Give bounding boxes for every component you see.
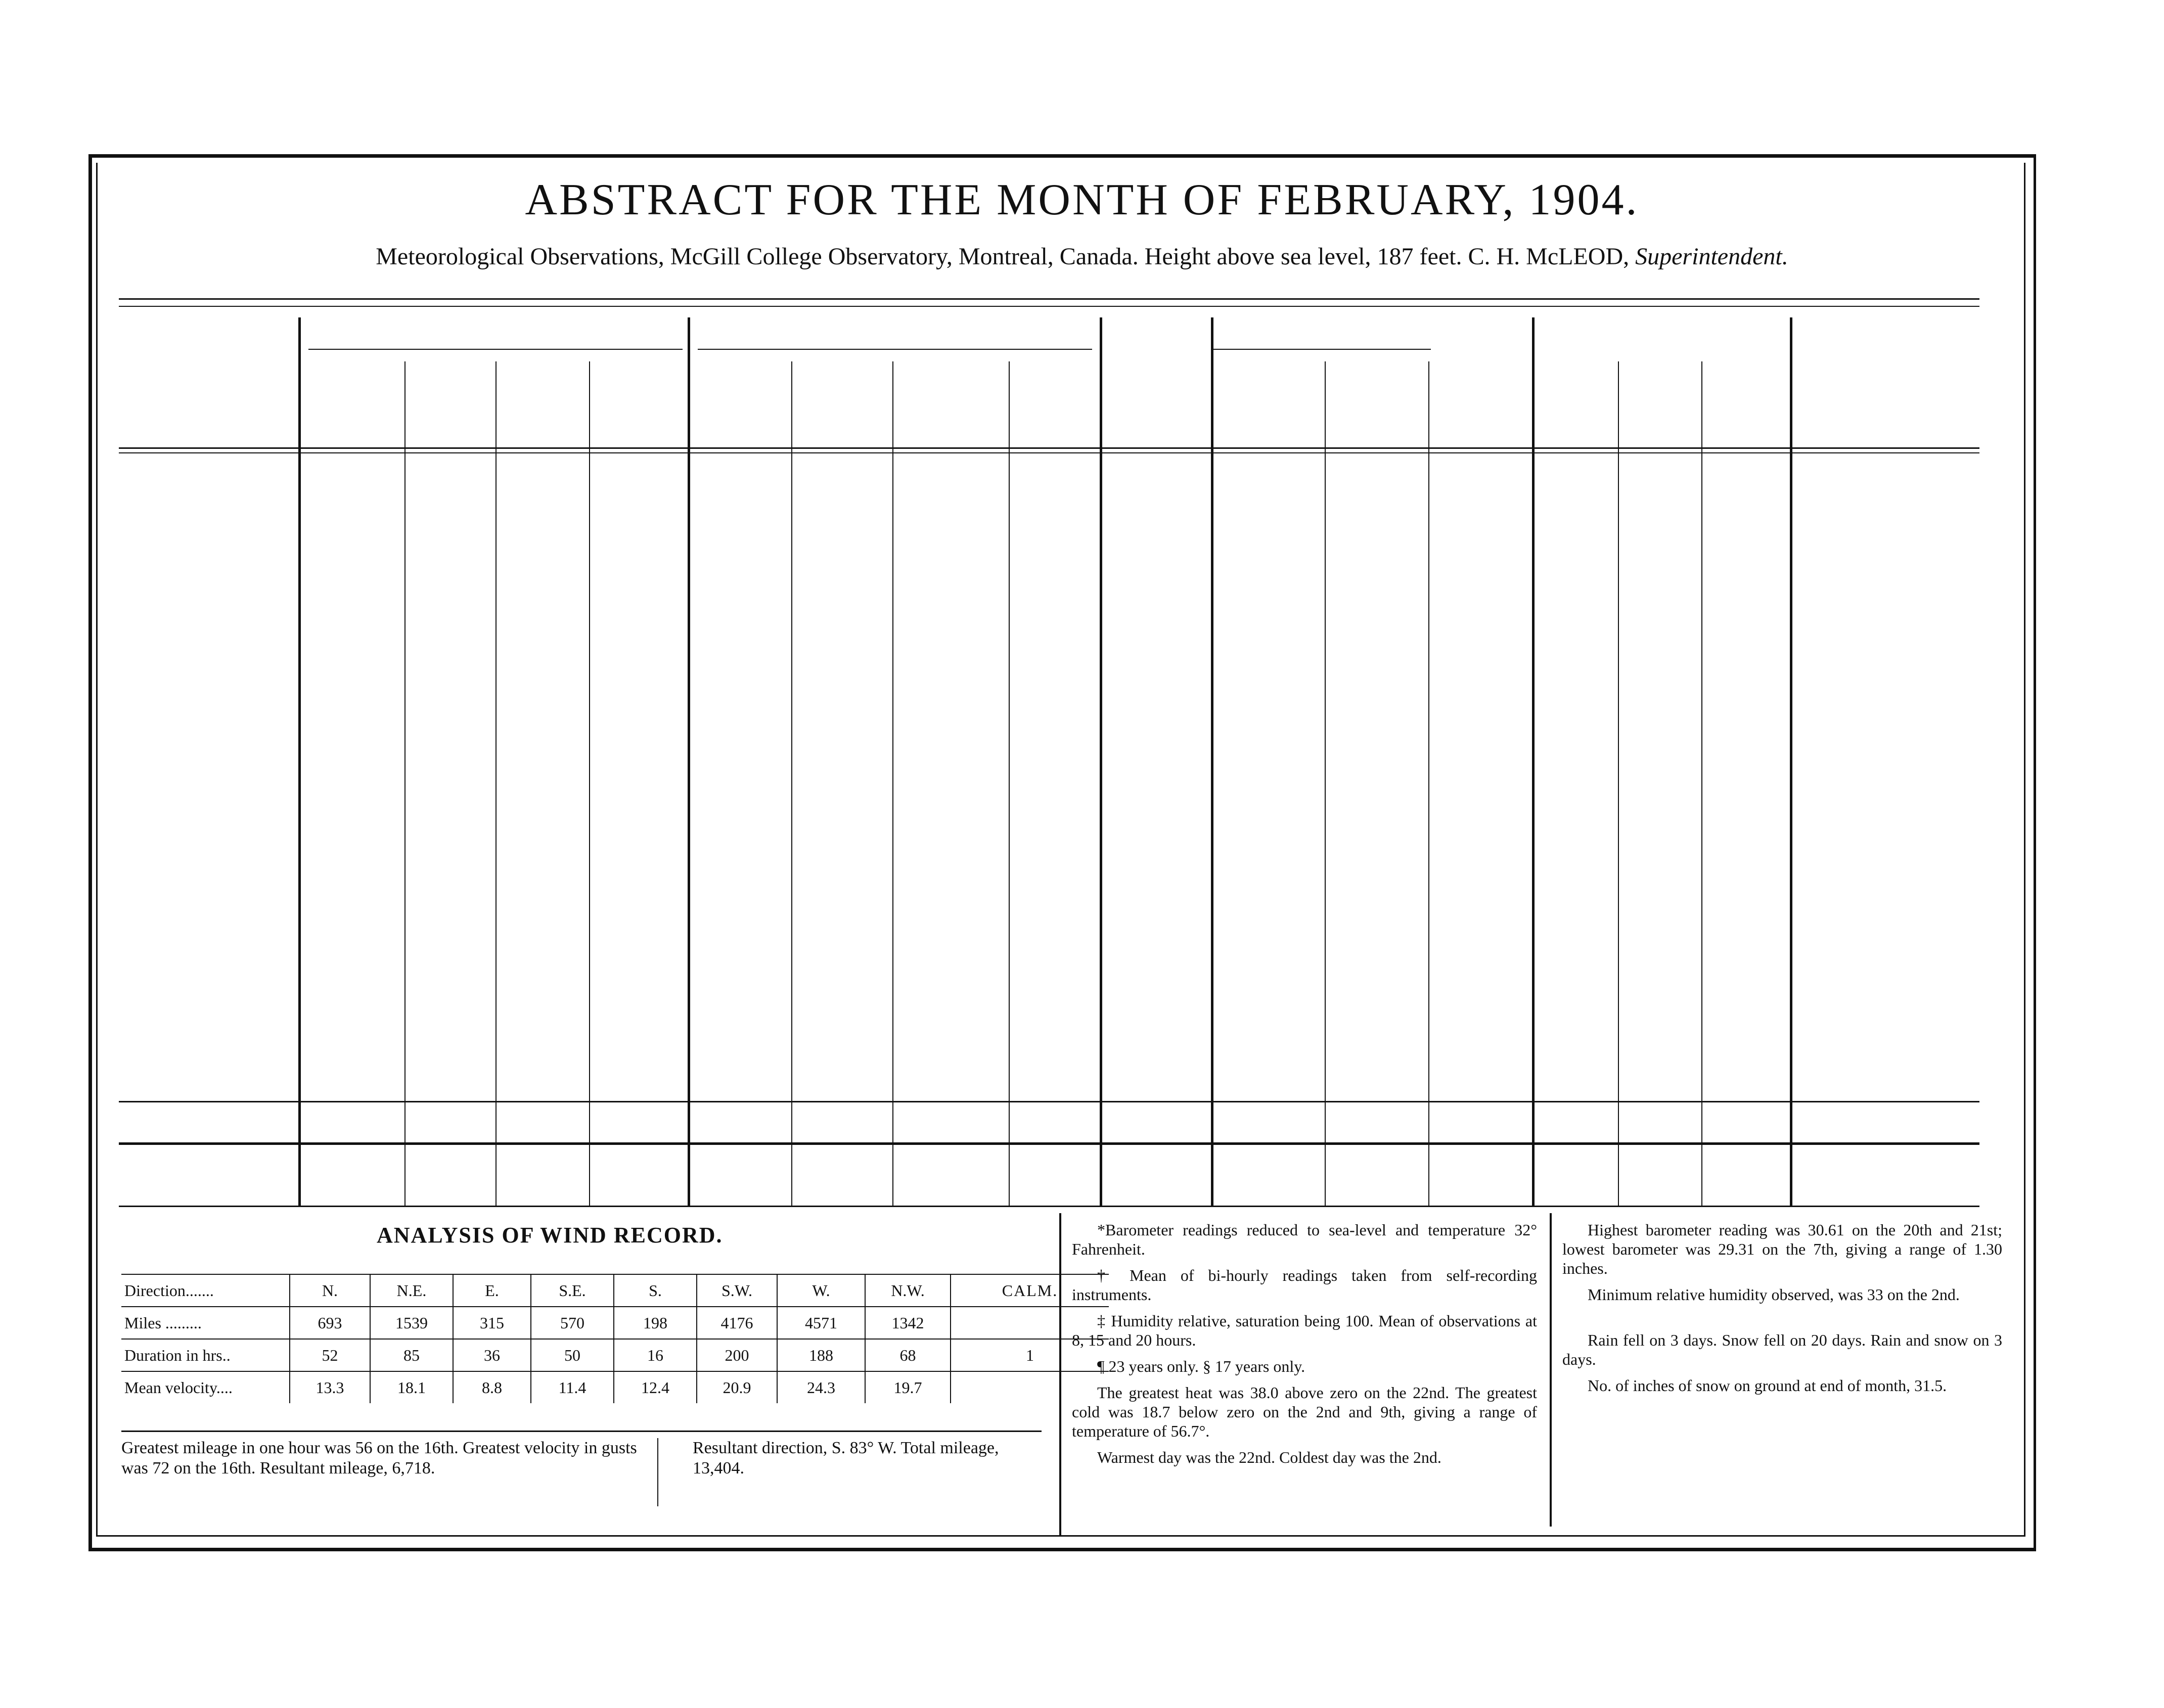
wind-cell: S. [614, 1274, 697, 1307]
wind-cell: 18.1 [370, 1371, 453, 1403]
wind-cell: 4571 [777, 1307, 865, 1339]
wind-cell: 36 [453, 1339, 531, 1371]
wind-cell: W. [777, 1274, 865, 1307]
means-rule-top [119, 1101, 1979, 1102]
wind-row-label: Mean velocity.... [121, 1371, 290, 1403]
wind-cell: 11.4 [531, 1371, 614, 1403]
wind-note-left: Greatest mileage in one hour was 56 on the 16th. Greatest velocity in gusts was 72 on the 16th. Resultant mileage, 6,718. [121, 1439, 637, 1478]
col-rule-thin [1325, 361, 1326, 1206]
wind-cell: N.W. [865, 1274, 951, 1307]
page-title: ABSTRACT FOR THE MONTH OF FEBRUARY, 1904. [525, 175, 1639, 224]
baro-group-rule [698, 349, 1092, 350]
wind-row-label: Miles ......... [121, 1307, 290, 1339]
wind-cell: 1539 [370, 1307, 453, 1339]
wind-row-miles [121, 1307, 1109, 1339]
note-paragraph: No. of inches of snow on ground at end of month, 31.5. [1588, 1376, 1947, 1395]
header-rule [119, 447, 1979, 449]
thirty-rule [119, 1206, 1979, 1207]
col-rule-thin [1701, 361, 1702, 1206]
wind-cell: 68 [865, 1339, 951, 1371]
wind-cell: 315 [453, 1307, 531, 1339]
col-rule-thin [791, 361, 792, 1206]
note-paragraph: Highest barometer reading was 30.61 on the 20th and 21st; lowest barometer was 29.31 on the 7th, giving a range of 1.30 inches. [1562, 1221, 2002, 1277]
wind-note-right: Resultant direction, S. 83° W. Total mileage, 13,404. [693, 1439, 999, 1478]
wind-row-label: Duration in hrs.. [121, 1339, 290, 1371]
col-rule-thin [1618, 361, 1619, 1206]
note-paragraph: Rain fell on 3 days. Snow fell on 20 days. Rain and snow on 3 days. [1562, 1331, 2002, 1368]
wind-row-duration [121, 1339, 1109, 1371]
col-rule [1532, 317, 1535, 1207]
subtitle-role: Superintendent. [1635, 243, 1788, 270]
wind-note-divider [657, 1438, 658, 1506]
wind-cell: 1 [951, 1339, 1109, 1371]
wind-cell: 188 [777, 1339, 865, 1371]
wind-cell: 19.7 [865, 1371, 951, 1403]
wind-cell: 85 [370, 1339, 453, 1371]
note-paragraph: † Mean of bi-hourly readings taken from self-recording instruments. [1072, 1266, 1537, 1304]
wind-cell: 13.3 [290, 1371, 370, 1403]
col-rule-thin [1009, 361, 1010, 1206]
col-rule-thin [589, 361, 590, 1206]
col-rule-thin [404, 361, 405, 1206]
wind-row-velocity [121, 1371, 1109, 1403]
wind-cell: 16 [614, 1339, 697, 1371]
header-rule-2 [119, 452, 1979, 453]
page-subtitle [0, 243, 2164, 270]
col-rule [1100, 317, 1102, 1207]
subtitle-main: Meteorological Observations, McGill College Observatory, Montreal, Canada. Height above sea level, 187 feet. C. H. McLEOD, [376, 243, 1630, 270]
wind-row-label: Direction....... [121, 1274, 290, 1307]
wind-cell: N.E. [370, 1274, 453, 1307]
wind-cell: 52 [290, 1339, 370, 1371]
wind-cell: 693 [290, 1307, 370, 1339]
wind-cell: 8.8 [453, 1371, 531, 1403]
note-paragraph: ‡ Humidity relative, saturation being 100. Mean of observations at 8, 15 and 20 hours. [1072, 1312, 1537, 1349]
wind-rule [121, 1430, 1042, 1432]
rule-top-2 [119, 306, 1979, 307]
wind-cell: 12.4 [614, 1371, 697, 1403]
wind-cell: N. [290, 1274, 370, 1307]
col-rule [688, 317, 690, 1207]
wind-group-rule [1213, 349, 1431, 350]
rule-top [119, 298, 1979, 300]
wind-cell: S.W. [697, 1274, 777, 1307]
wind-cell: 198 [614, 1307, 697, 1339]
wind-cell: 4176 [697, 1307, 777, 1339]
col-rule-thin [1428, 361, 1429, 1206]
wind-cell: CALM. [951, 1274, 1109, 1307]
wind-cell: 200 [697, 1339, 777, 1371]
col-rule [1211, 317, 1213, 1207]
thermo-group-rule [308, 349, 683, 350]
wind-cell: 24.3 [777, 1371, 865, 1403]
wind-cell: S.E. [531, 1274, 614, 1307]
wind-table [121, 1274, 1109, 1403]
wind-cell: 570 [531, 1307, 614, 1339]
wind-cell: 50 [531, 1339, 614, 1371]
col-rule-thin [495, 361, 497, 1206]
note-paragraph: ¶ 23 years only. § 17 years only. [1097, 1357, 1305, 1375]
note-paragraph: Warmest day was the 22nd. Coldest day was the 2nd. [1097, 1448, 1441, 1466]
col-rule [1790, 317, 1792, 1207]
means-rule-bottom [119, 1142, 1979, 1145]
wind-cell: 1342 [865, 1307, 951, 1339]
wind-cell: E. [453, 1274, 531, 1307]
col-rule [298, 317, 301, 1207]
note-paragraph: The greatest heat was 38.0 above zero on the 22nd. The greatest cold was 18.7 below zero on the 2nd and 9th, giving a range of temperature of 56.7°. [1072, 1383, 1537, 1440]
wind-row-dirs [121, 1274, 1109, 1307]
analysis-title: ANALYSIS OF WIND RECORD. [377, 1223, 723, 1248]
note-paragraph: Minimum relative humidity observed, was 33 on the 2nd. [1588, 1285, 1960, 1304]
col-rule-thin [892, 361, 893, 1206]
note-paragraph: *Barometer readings reduced to sea-level and temperature 32° Fahrenheit. [1072, 1221, 1537, 1258]
notes-divider [1550, 1213, 1552, 1527]
wind-cell: 20.9 [697, 1371, 777, 1403]
